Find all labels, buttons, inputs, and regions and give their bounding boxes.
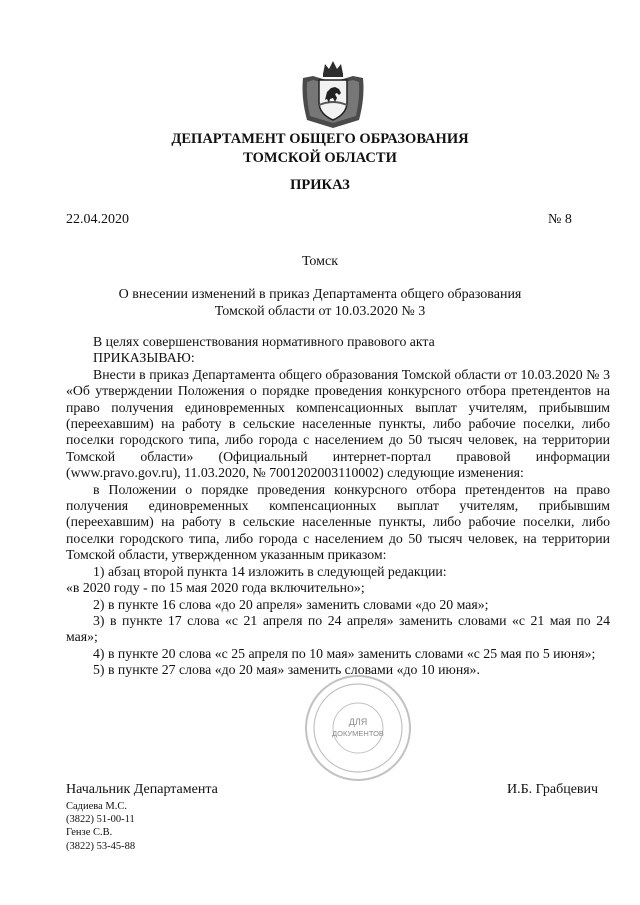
list-item: 5) в пункте 27 слова «до 20 мая» заменить словами «до 10 июня». xyxy=(93,662,480,678)
preamble: В целях совершенствования нормативного правового акта xyxy=(93,334,435,349)
contacts-block xyxy=(66,800,135,853)
city: Томск xyxy=(301,254,339,269)
order-number: № 8 xyxy=(548,212,572,227)
subject-line-1: О внесении изменений в приказ Департамента общего образования xyxy=(118,287,522,302)
department-title xyxy=(0,130,640,168)
list-item: 2) в пункте 16 слова «до 20 апреля» заменить словами «до 20 мая»; xyxy=(93,596,489,612)
order-word: ПРИКАЗЫВАЮ: xyxy=(93,350,195,366)
contact-phone: (3822) 53-45-88 xyxy=(66,840,136,852)
order-date: 22.04.2020 xyxy=(66,212,129,227)
paragraph-provision: в Положении о порядке проведения конкурсного отбора претендентов на право получения единовременных компенсационных выплат учителям, прибывшим (переехавшим) на работу в сельские населенные пункты, либо рабочие поселки, либо поселки городского типа, либо города с населением до 50 тысяч человек, на территории Томской области, утвержденном указанным приказом: xyxy=(66,481,610,563)
contact-person: Гензе С.В. xyxy=(66,827,113,839)
signature-name: И.Б. Грабцевич xyxy=(507,782,599,797)
list-item: 4) в пункте 20 слова «с 25 апреля по 10 мая» заменить словами «с 25 мая по 5 июня»; xyxy=(93,645,596,661)
coat-of-arms-icon xyxy=(297,58,369,130)
seal-stamp-icon xyxy=(303,673,413,783)
department-line-1: ДЕПАРТАМЕНТ ОБЩЕГО ОБРАЗОВАНИЯ xyxy=(171,131,469,147)
paragraph-main: Внести в приказ Департамента общего образования Томской области от 10.03.2020 № 3 «Об утверждении Положения о порядке проведения конкурсного отбора претендентов на право получения единовременных компенсационных выплат учителям, прибывшим (переехавшим) на работу в сельские населенные пункты, либо рабочие поселки, либо поселки городского типа, либо города с населением до 50 тысяч человек, на территории Томской области» (Официальный интернет-портал правовой информации (www.pravo.gov.ru), 11.03.2020, № 7001202003110002) следующие изменения: xyxy=(66,366,610,481)
subject-line-2: Томской области от 10.03.2020 № 3 xyxy=(214,304,426,319)
contact-phone: (3822) 51-00-11 xyxy=(66,814,135,826)
list-item: 1) абзац второй пункта 14 изложить в следующей редакции: xyxy=(93,563,447,579)
order-body xyxy=(66,334,610,679)
stamp-text-2: ДОКУМЕНТОВ xyxy=(332,729,384,738)
list-item: 3) в пункте 17 слова «с 21 апреля по 24 апреля» заменить словами «с 21 мая по 24 мая»; xyxy=(66,612,610,645)
order-subject xyxy=(0,286,640,320)
contact-person: Садиева М.С. xyxy=(66,801,127,812)
stamp-text-1: ДЛЯ xyxy=(348,717,368,727)
document-type: ПРИКАЗ xyxy=(290,177,350,193)
list-item: «в 2020 году - по 15 мая 2020 года включительно»; xyxy=(66,580,365,596)
department-line-2: ТОМСКОЙ ОБЛАСТИ xyxy=(243,150,397,166)
signature-position: Начальник Департамента xyxy=(66,782,218,797)
